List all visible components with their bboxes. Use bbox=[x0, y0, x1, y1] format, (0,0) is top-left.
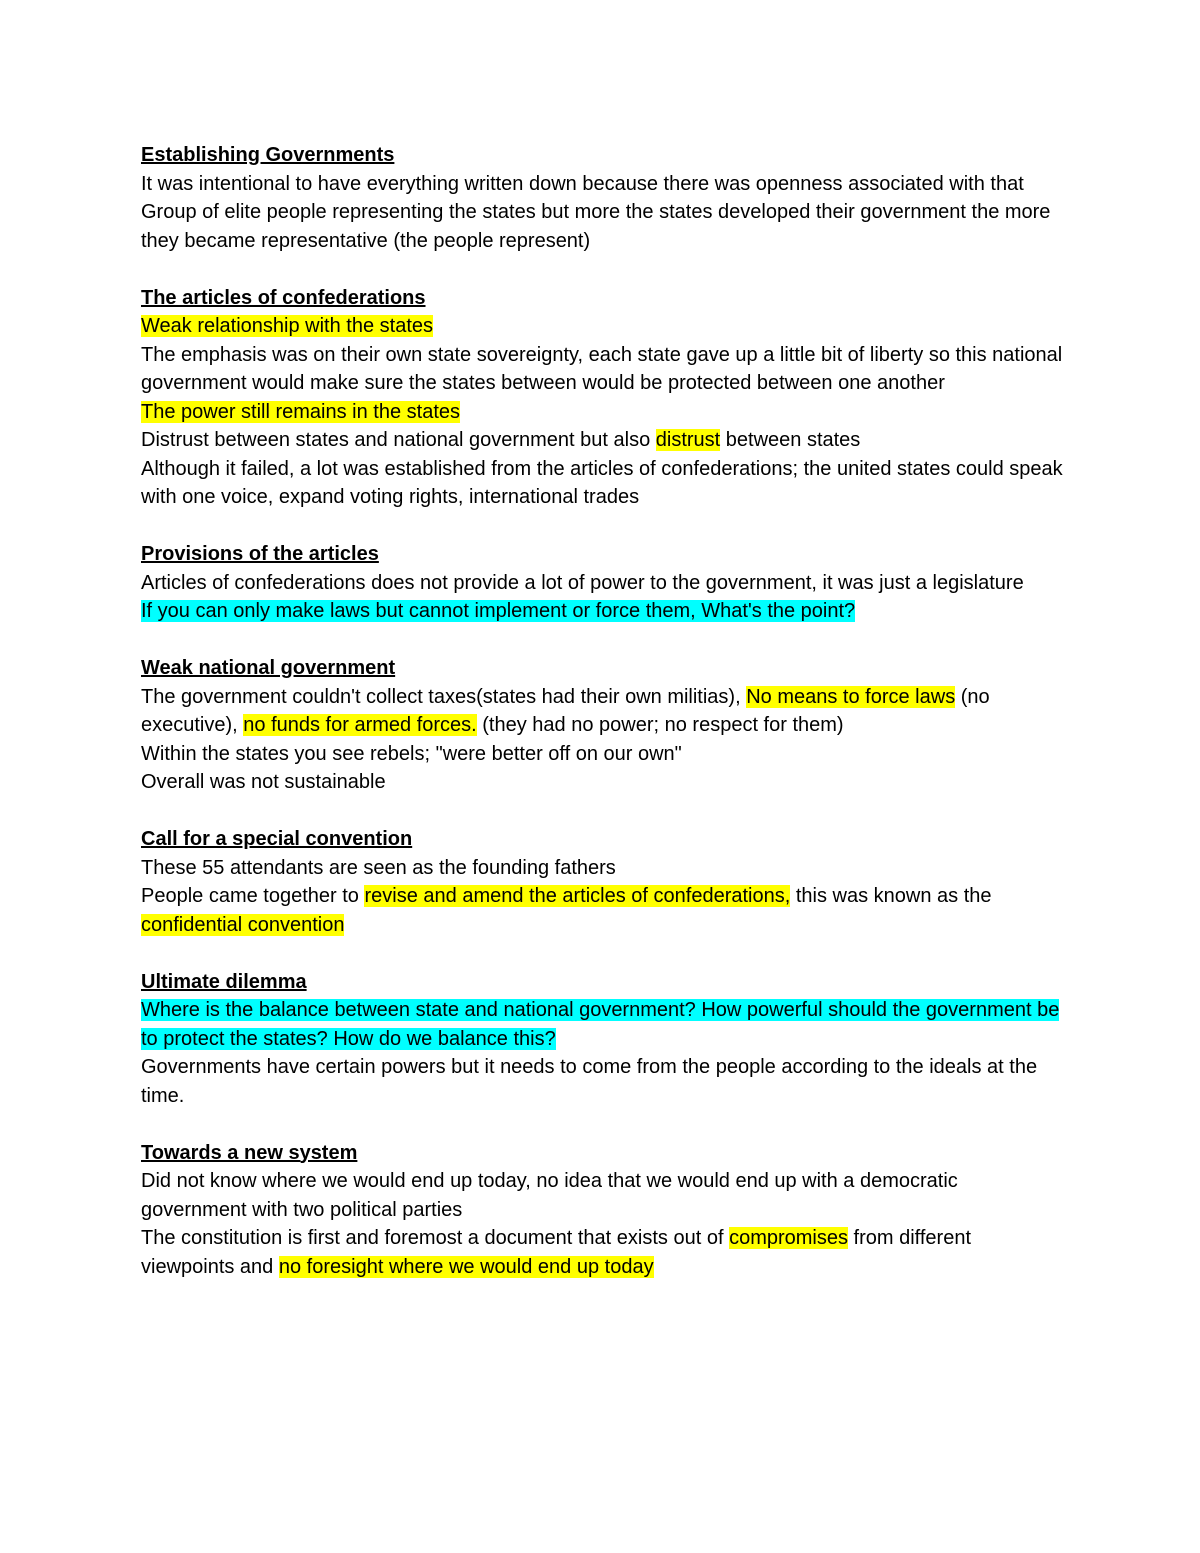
highlighted-text: no foresight where we would end up today bbox=[278, 1255, 654, 1278]
section-establishing-governments bbox=[141, 141, 1066, 255]
highlighted-text: distrust bbox=[655, 429, 721, 451]
section-towards-new-system bbox=[141, 1139, 1066, 1282]
highlighted-text: confidential convention bbox=[141, 913, 345, 936]
paragraph bbox=[141, 198, 1066, 255]
paragraph bbox=[141, 597, 1066, 626]
section-provisions-of-the-articles bbox=[141, 540, 1066, 626]
paragraph bbox=[141, 455, 1066, 512]
paragraph bbox=[141, 854, 1066, 883]
text-run: Although it failed, a lot was established from the articles of confederations; the united states could speak with one voice, expand voting rights, international trades bbox=[141, 457, 1063, 508]
text-run: People came together to bbox=[141, 885, 365, 907]
section-heading: Call for a special convention bbox=[141, 828, 413, 850]
paragraph bbox=[141, 882, 1066, 939]
section-ultimate-dilemma bbox=[141, 968, 1066, 1111]
text-run: Did not know where we would end up today, no idea that we would end up with a democratic government with two political parties bbox=[141, 1170, 958, 1221]
text-run: Articles of confederations does not provide a lot of power to the government, it was just a legislature bbox=[141, 571, 1024, 594]
highlighted-text: The power still remains in the states bbox=[141, 400, 461, 423]
text-run: this was known as the bbox=[790, 885, 992, 907]
text-run: The government couldn't collect taxes(states had their own militias), bbox=[141, 685, 747, 708]
section-call-for-special-convention bbox=[141, 825, 1066, 939]
document-page bbox=[141, 141, 1066, 1310]
paragraph bbox=[141, 341, 1066, 398]
paragraph bbox=[141, 312, 1066, 341]
text-run: (no executive), bbox=[141, 685, 990, 736]
text-run: Group of elite people representing the states but more the states developed their government the more they became representative (the people represent) bbox=[141, 201, 1051, 252]
section-heading: Establishing Governments bbox=[141, 144, 395, 166]
section-heading: Towards a new system bbox=[141, 1141, 358, 1164]
paragraph bbox=[141, 996, 1066, 1053]
paragraph bbox=[141, 768, 1066, 797]
text-run: Governments have certain powers but it needs to come from the people according to the ideals at the time. bbox=[141, 1056, 1038, 1107]
highlighted-text: revise and amend the articles of confederations, bbox=[364, 885, 791, 907]
section-heading: Ultimate dilemma bbox=[141, 970, 307, 993]
section-heading: The articles of confederations bbox=[141, 286, 426, 309]
paragraph bbox=[141, 1053, 1066, 1110]
highlighted-text: Weak relationship with the states bbox=[141, 315, 434, 337]
section-heading: Weak national government bbox=[141, 657, 396, 679]
highlighted-text: If you can only make laws but cannot implement or force them, What's the point? bbox=[141, 600, 856, 622]
section-weak-national-government bbox=[141, 654, 1066, 797]
text-run: These 55 attendants are seen as the founding fathers bbox=[141, 856, 616, 879]
text-run: Overall was not sustainable bbox=[141, 771, 386, 793]
paragraph bbox=[141, 426, 1066, 455]
paragraph bbox=[141, 170, 1066, 199]
paragraph bbox=[141, 740, 1066, 769]
highlighted-text: No means to force laws bbox=[746, 685, 956, 708]
paragraph bbox=[141, 683, 1066, 740]
paragraph bbox=[141, 398, 1066, 427]
highlighted-text: compromises bbox=[729, 1227, 848, 1249]
text-run: It was intentional to have everything written down because there was openness associated with that bbox=[141, 172, 1024, 195]
text-run: Within the states you see rebels; "were better off on our own" bbox=[141, 742, 682, 765]
text-run: between states bbox=[720, 429, 861, 451]
paragraph bbox=[141, 569, 1066, 598]
text-run: from different viewpoints and bbox=[141, 1227, 972, 1278]
paragraph bbox=[141, 1167, 1066, 1224]
text-run: (they had no power; no respect for them) bbox=[476, 714, 844, 736]
highlighted-text: no funds for armed forces. bbox=[243, 714, 477, 736]
text-run: The emphasis was on their own state sovereignty, each state gave up a little bit of liberty so this national government would make sure the states between would be protected between one another bbox=[141, 343, 1063, 394]
section-heading: Provisions of the articles bbox=[141, 543, 379, 565]
text-run: The constitution is first and foremost a document that exists out of bbox=[141, 1227, 730, 1249]
paragraph bbox=[141, 1224, 1066, 1281]
text-run: Distrust between states and national government but also bbox=[141, 429, 656, 451]
section-articles-of-confederations bbox=[141, 284, 1066, 512]
highlighted-text: Where is the balance between state and national government? How powerful should the government be to protect the states? How do we balance this? bbox=[141, 999, 1060, 1050]
